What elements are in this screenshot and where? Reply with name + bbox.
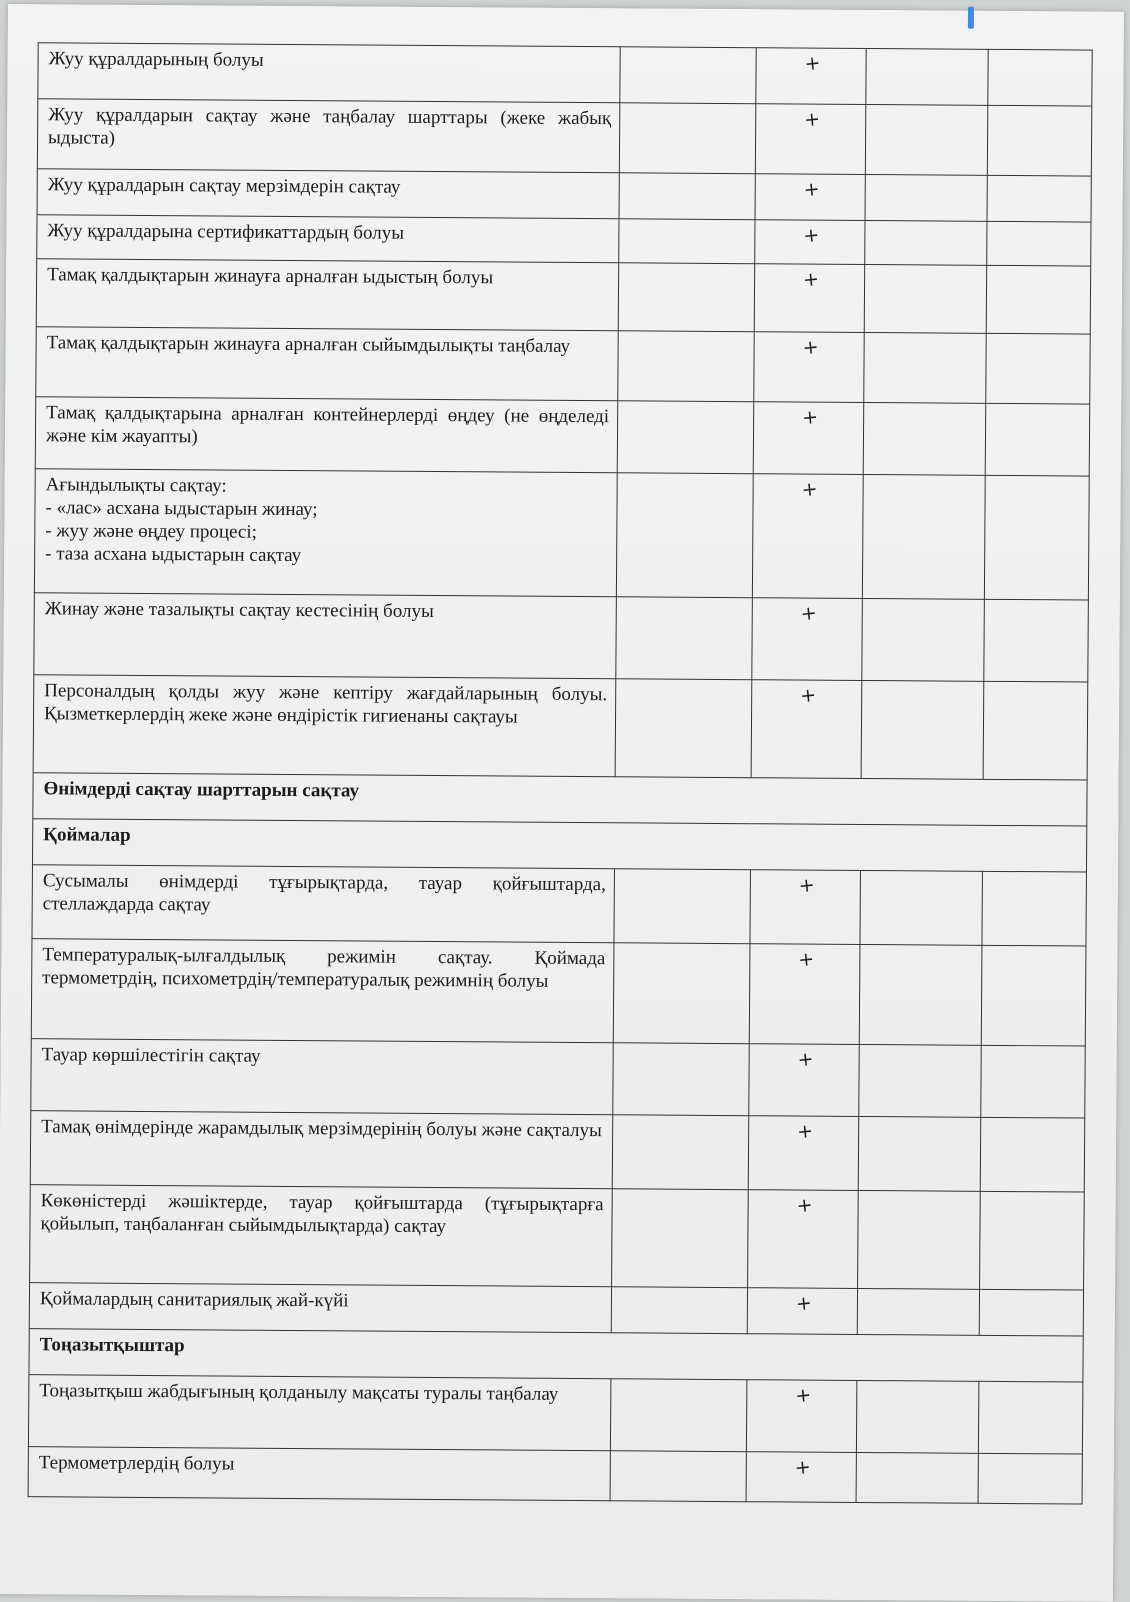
handwritten-plus-mark: +	[802, 177, 821, 202]
empty-cell	[982, 871, 1087, 946]
table-row	[31, 1039, 1085, 1118]
check-mark-cell	[755, 104, 865, 175]
requirement-text: Жуу құралдарын сақтау және таңбалау шарттары (жеке жабық ыдыста)	[37, 99, 619, 173]
handwritten-plus-mark: +	[799, 601, 818, 626]
requirement-text: Тамақ қалдықтарын жинауға арналған ыдыстың болуы	[36, 259, 618, 331]
empty-cell	[856, 1452, 978, 1503]
table-row	[28, 1447, 1082, 1504]
requirement-text: Температуралық-ылғалдылық режимін сақтау. Қоймада термометрдің, психометрдің/температуралық режимнің болуы	[31, 939, 614, 1043]
requirement-text: Жуу құралдарын сақтау мерзімдерін сақтау	[37, 169, 619, 219]
empty-cell	[614, 869, 751, 944]
check-mark-cell	[752, 474, 863, 599]
requirement-text: Жуу құралдарының болуы	[38, 43, 620, 103]
table-row	[30, 1185, 1085, 1290]
section-heading: Тоңазытқыштар	[29, 1329, 1083, 1382]
table-row	[37, 215, 1091, 266]
check-mark-cell	[756, 48, 866, 105]
empty-cell	[859, 944, 982, 1045]
empty-cell	[980, 1191, 1085, 1290]
empty-cell	[619, 103, 755, 174]
empty-cell	[858, 1190, 981, 1289]
empty-cell	[985, 403, 1090, 476]
handwritten-plus-mark: +	[801, 335, 820, 360]
check-mark-cell	[749, 944, 860, 1045]
requirement-line: - «лас» асхана ыдыстарын жинау;	[45, 497, 318, 521]
check-mark-cell	[755, 220, 865, 265]
empty-cell	[986, 333, 1090, 404]
check-mark-cell	[755, 174, 865, 221]
empty-cell	[620, 47, 756, 104]
empty-cell	[864, 332, 986, 403]
empty-cell	[618, 331, 754, 402]
empty-cell	[983, 681, 1088, 780]
requirement-text: Қоймалардың санитариялық жай-күйі	[29, 1283, 611, 1333]
handwritten-plus-mark: +	[802, 107, 821, 132]
empty-cell	[616, 597, 753, 680]
empty-cell	[981, 945, 1086, 1046]
empty-cell	[981, 1045, 1086, 1118]
check-mark-cell	[746, 1452, 856, 1503]
empty-cell	[862, 598, 985, 681]
empty-cell	[611, 1287, 747, 1334]
empty-cell	[862, 474, 985, 599]
table-row	[34, 593, 1089, 682]
table-row	[32, 865, 1086, 946]
table-row	[28, 1375, 1082, 1454]
empty-cell	[986, 265, 1090, 334]
table-row	[37, 99, 1091, 176]
document-page	[0, 4, 1124, 1602]
table-row	[34, 469, 1089, 600]
empty-cell	[984, 475, 1089, 600]
empty-cell	[616, 473, 753, 598]
handwritten-plus-mark: +	[803, 51, 822, 76]
empty-cell	[987, 221, 1091, 266]
empty-cell	[865, 220, 987, 265]
empty-cell	[610, 1451, 746, 1502]
empty-cell	[613, 1043, 749, 1116]
empty-cell	[619, 219, 755, 264]
empty-cell	[619, 173, 755, 220]
table-row	[31, 939, 1086, 1046]
check-mark-cell	[751, 680, 862, 779]
table-row	[36, 259, 1090, 334]
empty-cell	[979, 1289, 1083, 1336]
table-row	[33, 675, 1088, 780]
section-row	[33, 773, 1087, 826]
requirement-text: Тамақ қалдықтарын жинауға арналған сыйымдылықты таңбалау	[36, 327, 618, 401]
handwritten-plus-mark: +	[800, 405, 819, 430]
empty-cell	[610, 1379, 746, 1452]
table-row	[37, 169, 1091, 222]
handwritten-plus-mark: +	[798, 683, 817, 708]
requirement-text: Сусымалы өнімдерді тұғырықтарда, тауар қойғыштарда, стеллаждарда сақтау	[32, 865, 615, 943]
check-mark-cell	[752, 598, 863, 681]
empty-cell	[857, 1288, 979, 1335]
empty-cell	[866, 48, 988, 105]
empty-cell	[978, 1381, 1083, 1454]
checklist-table	[28, 42, 1093, 1504]
check-mark-cell	[750, 870, 861, 945]
empty-cell	[987, 105, 1091, 176]
handwritten-plus-mark: +	[800, 477, 819, 502]
empty-cell	[617, 401, 753, 474]
requirement-text: Тамақ қалдықтарына арналған контейнерлерді өңдеу (не өңделеді және кім жауапты)	[35, 397, 617, 473]
check-mark-cell	[746, 1380, 856, 1453]
empty-cell	[856, 1380, 978, 1453]
empty-cell	[987, 175, 1091, 222]
empty-cell	[612, 1115, 749, 1190]
handwritten-plus-mark: +	[801, 267, 820, 292]
handwritten-plus-mark: +	[793, 1383, 812, 1408]
empty-cell	[864, 264, 986, 333]
check-mark-cell	[754, 332, 864, 403]
empty-cell	[865, 104, 987, 175]
requirement-text	[34, 469, 617, 597]
empty-cell	[615, 679, 752, 778]
empty-cell	[612, 1189, 749, 1288]
requirement-text: Тамақ өнімдерінде жарамдылық мерзімдерінің болуы және сақталуы	[30, 1111, 613, 1189]
handwritten-plus-mark: +	[795, 1119, 814, 1144]
check-mark-cell	[748, 1116, 859, 1191]
handwritten-plus-mark: +	[801, 223, 820, 248]
section-row	[29, 1329, 1083, 1382]
check-mark-cell	[754, 264, 864, 333]
requirement-text: Көкөністерді жәшіктерде, тауар қойғыштарда (тұғырықтарға қойылып, таңбаланған сыйымдылықтарда) сақтау	[30, 1185, 613, 1287]
section-heading: Өнімдерді сақтау шарттарын сақтау	[33, 773, 1087, 826]
check-mark-cell	[749, 1044, 859, 1117]
requirement-text: Жинау және тазалықты сақтау кестесінің болуы	[34, 593, 617, 679]
blue-tape-mark	[968, 7, 974, 29]
empty-cell	[858, 1116, 981, 1191]
empty-cell	[618, 263, 754, 332]
empty-cell	[860, 870, 983, 945]
check-mark-cell	[747, 1288, 857, 1335]
empty-cell	[865, 174, 987, 221]
empty-cell	[863, 402, 985, 475]
empty-cell	[613, 943, 750, 1044]
handwritten-plus-mark: +	[796, 947, 815, 972]
handwritten-plus-mark: +	[795, 1193, 814, 1218]
requirement-text: Тауар көршілестігін сақтау	[31, 1039, 613, 1115]
table-row	[36, 327, 1090, 404]
table-row	[38, 43, 1092, 106]
check-mark-cell	[748, 1190, 859, 1289]
empty-cell	[978, 1453, 1082, 1504]
requirement-text: Тоңазытқыш жабдығының қолданылу мақсаты туралы таңбалау	[28, 1375, 610, 1451]
empty-cell	[859, 1044, 981, 1117]
section-heading: Қоймалар	[32, 819, 1086, 872]
table-row	[30, 1111, 1084, 1192]
handwritten-plus-mark: +	[793, 1455, 812, 1480]
table-row	[35, 397, 1089, 476]
empty-cell	[988, 49, 1092, 106]
requirement-text: Термометрлердің болуы	[28, 1447, 610, 1501]
table-row	[29, 1283, 1083, 1336]
empty-cell	[861, 680, 984, 779]
requirement-text: Жуу құралдарына сертификаттардың болуы	[37, 215, 619, 263]
handwritten-plus-mark: +	[797, 873, 816, 898]
handwritten-plus-mark: +	[796, 1047, 815, 1072]
handwritten-plus-mark: +	[794, 1291, 813, 1316]
requirement-text: Персоналдың қолды жуу және кептіру жағдайларының болуы. Қызметкерлердің жеке және өндірістік гигиенаны сақтауы	[33, 675, 616, 777]
requirement-line: - таза асхана ыдыстарын сақтау	[45, 543, 302, 567]
requirement-line: - жуу және өңдеу процесі;	[45, 520, 258, 543]
empty-cell	[980, 1117, 1085, 1192]
section-row	[32, 819, 1086, 872]
check-mark-cell	[753, 402, 864, 475]
requirement-line: Ағындылықты сақтау:	[45, 474, 227, 497]
empty-cell	[984, 599, 1089, 682]
